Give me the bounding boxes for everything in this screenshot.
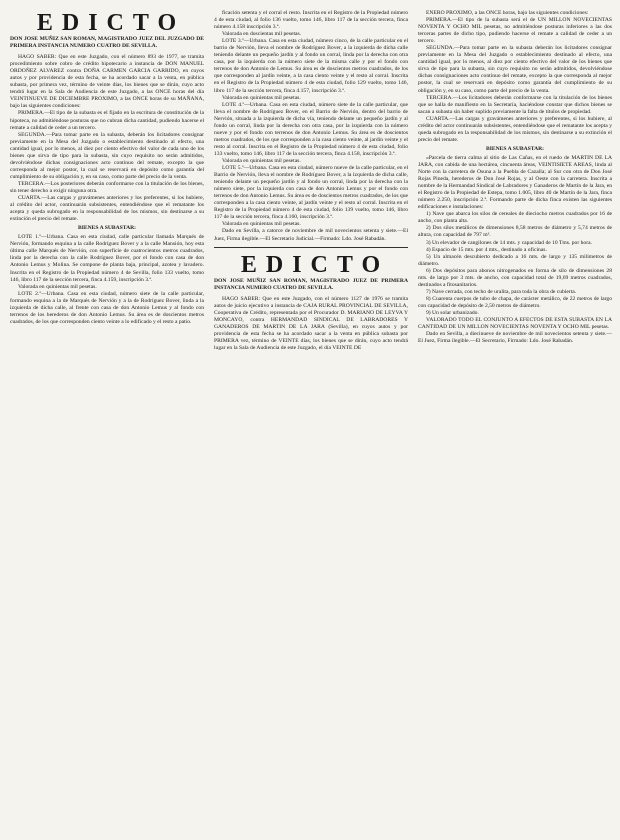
paragraph: 5) Un almacén descubierto dedicado a 16 mts. de largo y 135 milímetros de diámetro. [418, 253, 612, 267]
paragraph: 7) Nave cerrada, con techo de uralita, para toda la obra de cubierta. [426, 288, 577, 295]
paragraph: CUARTA.—Las cargas y gravámenes anteriores y los preferentes, si los hubiere, al crédito del actor, continuarán subsistentes, entendiéndose que el rematante los acepta y queda subrogado en la responsabilidad de los mismos, sin destinarse a su extinción el precio del remate. [10, 195, 204, 223]
edict-title: EDICTO [36, 10, 186, 36]
paragraph: Dado en Sevilla, a diecinueve de noviembre de mil novecientos setenta y siete.—El Juez, Firma ilegible.—El Secretario, Firmado: Ldo. José Rabadán. [418, 331, 612, 345]
paragraph: ficación setenta y el corral el resto. Inscrita en el Registro de la Propiedad número 4 de esta ciudad, al folio 136 vuelto, tomo 146, libro 117 de la sección tercera, finca número 4.158 inscripción 3.ª. [214, 10, 408, 31]
paragraph: Valorada en quinientas mil pesetas. [222, 94, 301, 101]
paragraph: SEGUNDA.—Para tomar parte en la subasta deberán los licitadores consignar previamente en la Mesa del Juzgado o establecimiento destinado al efecto, una cantidad igual, por lo menos, al diez por ciento efectivo del valor de los bienes que sirva de tipo para la subasta, sin cuyo requisito no serán admitidos, devolviéndose dichas consignaciones acto continuo del remate, excepto la que corresponda al mejor postor, la cual se reservará en depósito como garantía del cumplimiento de su obligación y, en su caso, como parte del precio de la venta. [418, 45, 612, 94]
paragraph: TERCERA.—Los posteriores deberán conformarse con la titulación de los bienes, sin tener derecho a exigir ninguna otra. [10, 180, 204, 194]
paragraph: LOTE 1.º—Urbana. Casa en esta ciudad, calle particular llamada Marqués de Nervión, formando esquina a la calle Rodríguez Bover y a la calle Mansión, hoy esta última calle Marqués de Nervión, con superficie de cuatrocientos metros cuadrados, linda por la derecha con la calle Rodríguez Bover, por el fondo con casa de don Antonio Lemus y Molina. Se compone de planta baja, principal, azotea y lavadero. Inscrita en el Registro de la Propiedad número 4 de Sevilla, folio 133 vuelto, tomo 146, libro 117 de la sección tercera, finca 4.159, inscripción 3.ª. [10, 234, 204, 283]
column-3 [418, 10, 612, 834]
paragraph: Valorada en quinientas mil pesetas. [18, 283, 97, 290]
paragraph: PRIMERA.—El tipo de la subasta será el de UN MILLON NOVECIENTAS NOVENTA Y OCHO MIL pesetas, no admitiéndose posturas inferiores a las dos terceras partes de dicho tipo, pudiendo hacerse el remate a calidad de ceder a un tercero. [418, 17, 612, 45]
paragraph: 8) Cuarenta cuerpos de tubo de chapa, de carácter metálico, de 22 metros de largo con capacidad de depósito de 2,50 metros de diámetro. [418, 295, 612, 309]
edict-heading: DON JOSE MUÑIZ SAN ROMAN, MAGISTRADO JUEZ DEL JUZGADO DE PRIMERA INSTANCIA NUMERO CUATRO DE SEVILLA. [10, 36, 204, 50]
edict-heading: DON JOSE MUÑIZ SAN ROMAN, MAGISTRADO JUEZ DE PRIMERA INSTANCIA NUMERO CUATRO DE SEVILLA. [214, 277, 408, 291]
edict-title: EDICTO [240, 251, 390, 278]
paragraph: ENERO PROXIMO, a las ONCE horas, bajo las siguientes condiciones: [426, 10, 589, 16]
paragraph: LOTE 4.º—Urbana. Casa en esta ciudad, número siete de la calle particular, que lleva el nombre de Rodríguez Bover, en el Barrio de Nervión, dentro del barrio de Nervión, situada a la izquierda de dicha vía, teniendo delante un pequeño jardín y al fondo un corral, linda por la derecha con otra casa, por la izquierda con la número nueve y por el fondo con terrenos de don Antonio Lemus. Su área es de doscientos metros cuadrados, de los que corresponden a la casa ciento veinte, al jardín veinte y el resto al corral. Inscrita en el Registro de la Propiedad número 4 de esta ciudad, folio 133 vuelto, tomo 146, libro 117 de la sección tercera, finca 4.158, inscripción 3.ª. [214, 101, 408, 157]
paragraph: VALORADO TODO EL CONJUNTO A EFECTOS DE ESTA SUBASTA EN LA CANTIDAD DE UN MILLON NOVECIENTAS NOVENTA Y OCHO MIL pesetas. [418, 317, 612, 331]
paragraph: PRIMERA.—El tipo de la subasta es el fijado en la escritura de constitución de la hipoteca, no admitiéndose posturas que no cubran dicha cantidad, pudiendo hacerse el remate a calidad de ceder a un tercero. [10, 110, 204, 131]
paragraph: LOTE 2.º—Urbana. Casa en esta ciudad, número siete de la calle particular, formando esquina a la de Marqués de Nervión y a la de Rodríguez Bover, linda a la izquierda de dicha calle, al frente con casa de don Antonio Lemus y al fondo con terrenos de los herederos de don Antonio Lemus. Su área es de doscientos metros cuadrados, de los que corresponden ciento veinte a lo edificado y el resto a patio. [10, 290, 204, 325]
paragraph: SEGUNDA.—Para tomar parte en la subasta, deberán los licitadores consignar previamente en la Mesa del Juzgado o establecimiento destinado al efecto, una cantidad igual, por lo menos, al diez por ciento efectivo del valor de cada uno de los bienes que sirva de tipo para la subasta, sin cuyo requisito no serán admitidos, devolviéndose dichas consignaciones acto continuo del remate, excepto la que corresponda al mejor postor, la cual se reservará en depósito como garantía del cumplimiento de su obligación y, en su caso, como parte del precio de la venta. [10, 131, 204, 180]
paragraph: 6) Dos depósitos para abonos nitrogenados en forma de silo de dimensiones 28 mts. de largo por 3 mts. de ancho, con capacidad total de 19,69 metros cuadrados, destinados a fitosanitarios. [418, 267, 612, 288]
paragraph: Valorada en doscientas mil pesetas. [222, 31, 302, 38]
paragraph: CUARTA.—Las cargas y gravámenes anteriores y preferentes, si los hubiere, al crédito del actor continuarán subsistentes, entendiéndose que el rematante los acepta y queda subrogado en la responsabilidad de los mismos, sin destinarse a su extinción el precio del remate. [418, 115, 612, 143]
column-2 [214, 10, 408, 834]
paragraph: Valorada en quinientas mil pesetas. [222, 157, 301, 164]
lots-heading: BIENES A SUBASTAR: [77, 225, 137, 232]
paragraph: 2) Dos silos metálicos de dimensiones 8,58 metros de diámetro y 5,74 metros de altura, con capacidad de 797 m³. [418, 225, 612, 239]
divider [214, 247, 408, 248]
paragraph: 9) Un solar urbanizado. [426, 309, 479, 316]
paragraph: 4) Espacio de 15 mts. por 4 mts., destinado a oficinas. [426, 246, 547, 253]
lots-heading: BIENES A SUBASTAR: [485, 145, 545, 152]
paragraph: 1) Nave que abarca los silos de cereales de dieciocho metros cuadrados por 16 de ancho, con planta alta. [418, 211, 612, 225]
paragraph: TERCERA.—Los licitadores deberán conformarse con la titulación de los bienes que se halla de manifiesto en la Secretaría, haciéndose constar que dichos bienes se sacan a subasta sin haber suplido previamente la falta de títulos de propiedad. [418, 94, 612, 115]
paragraph: 3) Un elevador de cangilones de 14 mts. y capacidad de 10 Tms. por hora. [426, 239, 592, 246]
columns [10, 10, 612, 834]
paragraph: HAGO SABER: Que en este Juzgado, con el número 893 de 1977, se tramita procedimiento sobre cobro de crédito hipotecario a instancia de DON MANUEL ORDOÑEZ ALVAREZ contra DOÑA CARMEN GARCIA GARRIDO, en cuyos autos y por providencia de esta fecha, se ha acordado sacar a la venta, en pública subasta, por primera vez, término de veinte días, los bienes que se dirán, cuyo acto tendrá lugar en la Sala de Audiencia de este Juzgado, a las ONCE horas del día VEINTINUEVE DE DICIEMBRE PROXIMO, a las ONCE horas de su MAÑANA, bajo las siguientes condiciones: [10, 54, 204, 110]
paragraph: «Parcela de tierra calma al sitio de Las Cañas, en el ruedo de MARTIN DE LA JARA, con cabida de una hectárea, cincuenta áreas, VEINTISIETE AREAS, linda al Norte con la carretera de Osuna a la Puebla de Cazalla; al Sur con otra de Don José Rojas Pineda, herederos de Don José Rojas, y al Oeste con la carretera. Inscrita a nombre de la Hermandad Sindical de Labradores y Ganaderos de Martín de la Jara, en el Registro de la Propiedad de Estepa, tomo 1.005, libro 40 de Martín de la Jara, finca número 2.250, inscripción 2.ª. Formando parte de dicha finca existen las siguientes edificaciones e instalaciones: [418, 154, 612, 211]
paragraph: Valorada en quinientas mil pesetas. [222, 221, 301, 228]
paragraph: LOTE 5.º—Urbana. Casa en esta ciudad, número nueve de la calle particular, en el Barrio de Nervión, lleva el nombre de Rodríguez Bover, a la izquierda de dicha calle, teniendo delante un pequeño jardín y al fondo un corral, linda por la derecha con la número siete, por la izquierda con casa de don Antonio Lemus y por el fondo con terrenos de don Antonio Lemus. Su área es de doscientos metros cuadrados, de los que corresponden a la casa ciento veinte, al jardín veinte y el resto al corral. Inscrita en el Registro de la Propiedad número 4 de esta ciudad, folio 139 vuelto, tomo 146, libro 117 de la sección tercera, finca 4.160, inscripción 3.ª. [214, 165, 408, 221]
paragraph: Dado en Sevilla, a catorce de noviembre de mil novecientos setenta y siete.—El Juez, Firma ilegible.—El Secretario Judicial.—Firmado: Ldo. José Rabadán. [214, 228, 408, 242]
paragraph: HAGO SABER: Que en este Juzgado, con el número 1127 de 1976 se tramita autos de juicio ejecutivo a instancia de CAJA RURAL PROVINCIAL DE SEVILLA, Cooperativa de Crédito, representada por el Procurador D. MARIANO DE LEYVA Y MONCAYO, contra HERMANDAD SINDICAL DE LABRADORES Y GANADEROS DE MARTIN DE LA JARA (Sevilla), en cuyos autos y por providencia de esta fecha se ha acordado sacar a la venta en pública subasta por PRIMERA vez, término de VEINTE días, los bienes que se dirán, cuyo acto tendrá lugar en la Sala de Audiencia de este Juzgado, el día VEINTE DE [214, 295, 408, 351]
paragraph: LOTE 3.º—Urbana. Casa en esta ciudad, número cinco, de la calle particular en el barrio de Nervión, lleva el nombre de Rodríguez Bover, a la izquierda de dicha calle teniendo delante un pequeño jardín y al fondo un corral, linda por la derecha con otra casa, por la izquierda con la número siete de la misma calle y por el fondo con terrenos de don Antonio de Lemus. Su área es de doscientos metros cuadrados, de los que corresponden al jardín veinte, a la casa ciento veinte y el resto al corral. Inscrita en el Registro de la Propiedad número 4 de esta ciudad, folio 129 vuelto, tomo 146, libro 117 de la sección tercera, finca 4.157, inscripción 3.ª. [214, 38, 408, 94]
column-1 [10, 10, 204, 834]
